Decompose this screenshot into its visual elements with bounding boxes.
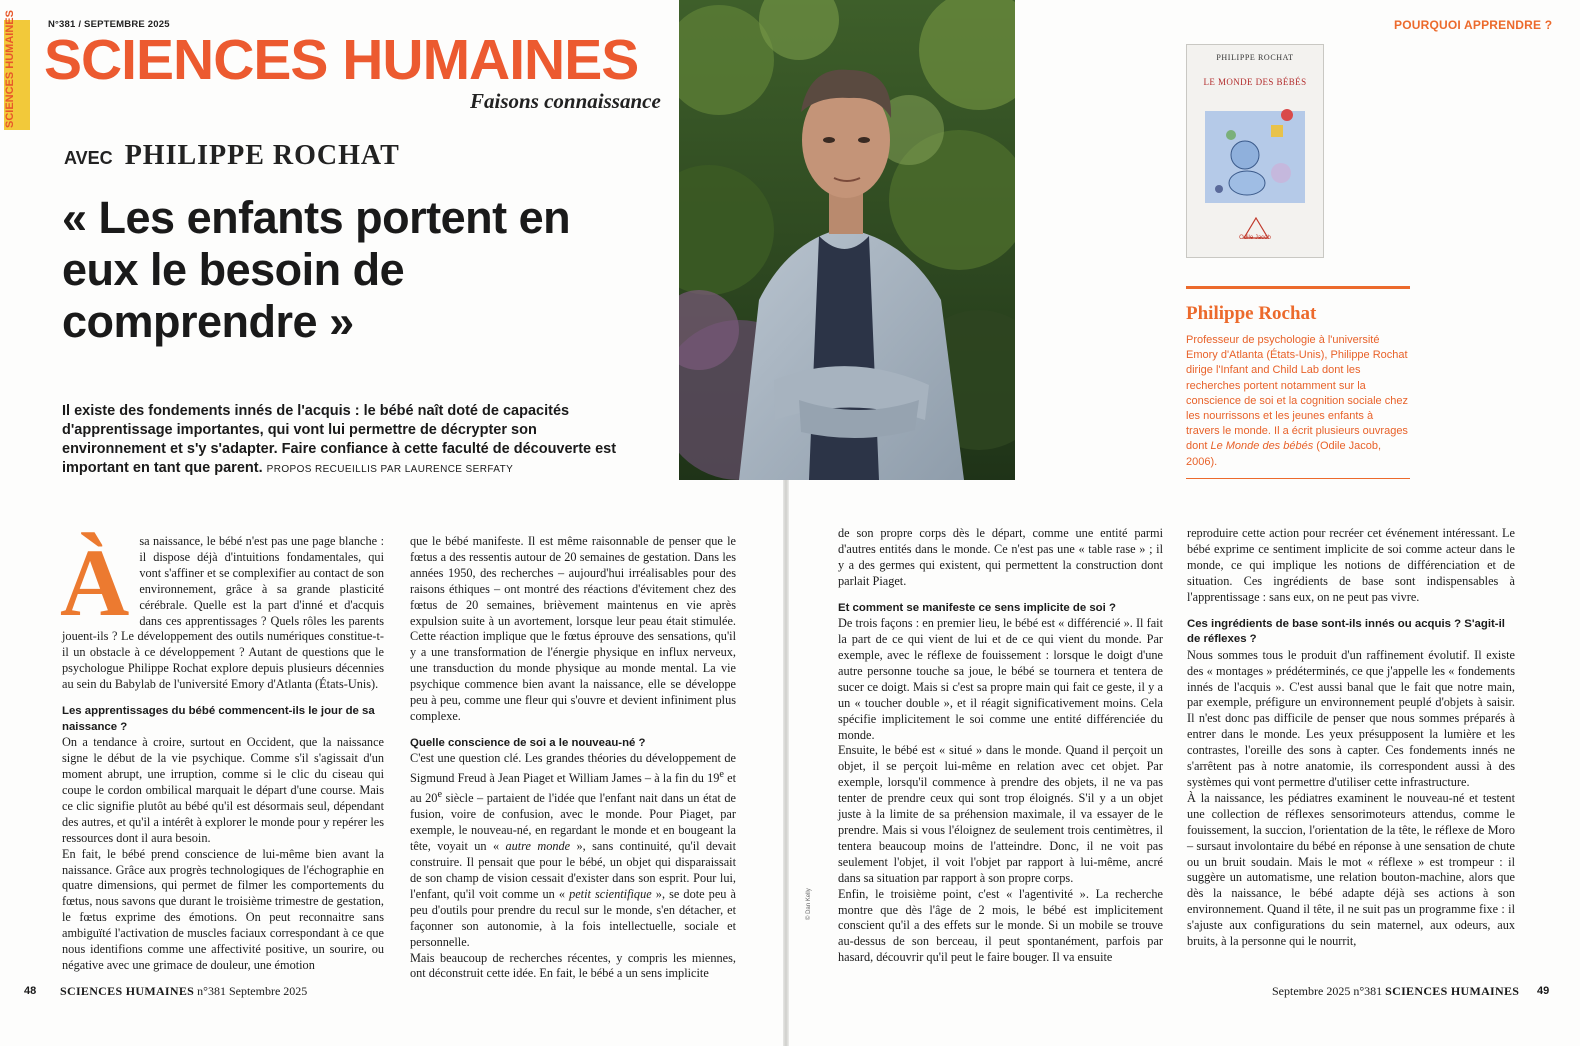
section-kicker: POURQUOI APPRENDRE ? (1394, 18, 1553, 32)
page-number-right: 49 (1537, 985, 1550, 997)
footer-right: Septembre 2025 n°381 SCIENCES HUMAINES (1272, 984, 1520, 998)
book-cover (1186, 44, 1324, 258)
interviewee-name: PHILIPPE ROCHAT (124, 140, 400, 171)
interviewee-heading (64, 140, 400, 172)
question-4: Ces ingrédients de base sont-ils innés ou acquis ? S'agit-il de réflexes ? (1187, 617, 1505, 646)
bio-rule-top (1186, 286, 1410, 289)
paragraph: reproduire cette action pour recréer cet événement intéressant. Le bébé exprime ce sentiment implicite de soi comme acteur dans le monde, ce qui implique les notions de différenciation et de situation. Ces ingrédients de base sont indispensables à l'apprentissage : sans eux, on ne peut pas vivre. (1187, 526, 1515, 604)
portrait-photo (679, 0, 1015, 480)
side-logo: SCIENCES HUMAINES (4, 20, 30, 130)
paragraph: C'est une question clé. Les grandes théories du développement de Sigmund Freud à Jean Piaget et William James – à la fin du 19e et au 20e siècle – partaient de l'idée que l'enfant nait dans un état de fusion, voire de confusion, avec le monde. Pour Piaget, par exemple, le nouveau-né, en regardant le monde et en bougeant la tête, voyait un « autre monde », sans continuité, qu'il devait construire. Il pensait que pour le bébé, un objet qui disparaissait de son champ de vision cessait d'exister dans son esprit. Pour lui, l'enfant, qu'il voit comme un « petit scientifique », se dote peu à peu d'outils pour prendre du recul sur le monde, s'en détacher, et façonner son autonomie, à la fois intellectuelle, sociale et personnelle. (410, 751, 736, 949)
intro-paragraph: sa naissance, le bébé n'est pas une page blanche : il dispose déjà d'intuitions fondamentales, qui vont s'affiner et se complexifier au contact de son environnement, grâce à sa grande plasticité cérébrale. Quelle est la part d'inné et d'acquis dans ces apprentissages ? Quels rôles les parents jouent-ils ? Le développement des outils numériques constitue-t-il un obstacle à ce développement ? Autant de questions que le psychologue Philippe Rochat explore depuis plusieurs décennies au sein du Babylab de l'université Emory d'Atlanta (États-Unis). (62, 534, 384, 692)
paragraph: On a tendance à croire, surtout en Occident, que la naissance signe le début de la vie psychique. Comme s'il s'agissait d'un moment abrupt, une irruption, comme si le clic du ciseau qui coupe le cordon ombilical marquait le départ d'une course. Mais ce clic signifie plutôt au bébé qu'il est désormais seul, dépendant des autres, et qu'il a intérêt à explorer le monde pour y repérer les ressources dont il aura besoin. (62, 735, 384, 845)
bio-text: Professeur de psychologie à l'université Emory d'Atlanta (États-Unis), Philippe Rochat dirige l'Infant and Child Lab dont les recherches portent notamment sur la conscience de soi et la cognition sociale chez les nourrissons et les jeunes enfants à travers le monde. Il a écrit plusieurs ouvrages dont Le Monde des bébés (Odile Jacob, 2006). (1186, 334, 1408, 468)
issue-label: N°381 / SEPTEMBRE 2025 (48, 19, 170, 30)
page-number-left: 48 (24, 985, 37, 997)
book-title: LE MONDE DES BÉBÉS (1203, 77, 1307, 87)
dropcap: À (60, 529, 130, 636)
avec-label: AVEC (64, 148, 113, 168)
bio-rule-bottom (1186, 478, 1410, 479)
headline: « Les enfants portent en eux le besoin de comprendre » (62, 192, 571, 347)
byline: PROPOS RECUEILLIS PAR LAURENCE SERFATY (266, 464, 514, 475)
paragraph: que le bébé manifeste. Il est même raisonnable de penser que le fœtus a des ressentis autour de 20 semaines de gestation. Dans les années 1950, des recherches – aujourd'hui irréalisables pour des raisons éthiques – ont montré des réactions d'évitement chez des fœtus de 20 semaines, brièvement maintenus en vie après expulsion suite à un avortement, lorsque leur peau était stimulée. Cette réaction implique que le fœtus éprouve des sensations, qu'il y a une transformation de l'énergie physique en influx nerveux, une transduction du monde physique au monde mental. La vie psychique commence bien avant la naissance, elle se développe peu à peu, comme une fleur qui s'ouvre et devient infiniment plus complexe. (410, 534, 736, 723)
paragraph: Mais beaucoup de recherches récentes, y compris les miennes, ont déconstruit cette idée. En fait, le bébé a un sens implicite (410, 950, 736, 981)
paragraph: En fait, le bébé prend conscience de lui-même bien avant la naissance. Grâce aux progrès technologiques de l'échographie en quatre dimensions, qui permet de filmer les comportements du fœtus, nous savons que durant le troisième trimestre de gestation, le fœtus exprime des émotions. On peut reconnaitre sans ambiguïté l'activation de muscles faciaux correspondant à ce que nous identifions comme une affectivité positive, un sourire, ou négative avec une grimace de douleur, une émotion (62, 846, 384, 972)
masthead-tagline: Faisons connaissance (470, 89, 661, 113)
masthead-title: SCIENCES HUMAINES (44, 28, 639, 92)
paragraph: de son propre corps dès le départ, comme une entité parmi d'autres entités dans le monde. Ce n'est pas une « table rase » ; il y a des germes qui existent, qui permettent la construction dont parlait Piaget. (838, 526, 1163, 588)
photo-credit: © Dan Kelly (806, 888, 812, 920)
book-author: PHILIPPE ROCHAT (1216, 53, 1294, 62)
footer-left: SCIENCES HUMAINES n°381 Septembre 2025 (60, 984, 308, 998)
paragraph: Ensuite, le bébé est « situé » dans le monde. Quand il perçoit un objet, il se perçoit lui-même en relation avec cet objet. Par exemple, lorsqu'il commence à prendre des objets, il ne va pas tenter de prendre ceux qui sont trop éloignés. S'il y a un objet juste à la limite de sa préhension maximale, il va essayer de le prendre. Mais si vous l'éloignez de seulement trois centimètres, il tentera beaucoup moins de l'atteindre. Donc, il ne voit pas seulement l'objet, il voit l'objet par rapport à lui-même, ancré dans sa situation par rapport à son propre corps. (838, 743, 1163, 885)
book-publisher: Odile Jacob (1239, 235, 1271, 241)
bio-name: Philippe Rochat (1186, 303, 1317, 324)
book-illustration (1201, 97, 1311, 217)
question-1: Les apprentissages du bébé commencent-ils le jour de sa naissance ? (62, 705, 375, 733)
standfirst-text: Il existe des fondements innés de l'acquis : le bébé naît doté de capacités d'apprentissage importantes, qui vont lui permettre de décrypter son environnement et s'y s'adapter. Faire confiance à cette faculté de découverte est important en tant que parent. (62, 403, 617, 476)
paragraph: Nous sommes tous le produit d'un raffinement évolutif. Il existe des « montages » prédéterminés, ce que j'appelle les « fondements innés de l'acquis ». C'est aussi banal que le fait que notre main, par exemple, préfigure un environnement peuplé d'objets à saisir. Il n'est donc pas difficile de penser que nous sommes préparés à entrer dans le monde. Les yeux présupposent la lumière et les contrastes, l'oreille des sons à capter. Ces fondements innés ne s'arrêtent pas à notre anatomie, ils correspondent aussi à des systèmes qui vont permettre d'utiliser cette infrastructure. (1187, 647, 1515, 789)
question-2: Quelle conscience de soi a le nouveau-né ? (410, 736, 646, 749)
article-column-3 (838, 526, 1163, 966)
paragraph: De trois façons : en premier lieu, le bébé est « différencié ». Il fait la part de ce qui vient de lui et de ce qui vient du monde. Par exemple, avec le réflexe de fouissement : lorsque le doigt d'une autre personne touche sa joue, le bébé se tournera et tentera de sucer ce doigt. Mais si c'est sa propre main qui fait ce geste, il y a un « toucher double », et il réagit significativement moins. Cela spécifie implicitement le soi comme une entité différenciée du monde. (838, 616, 1163, 742)
article-column-1 (60, 529, 384, 974)
article-column-2 (410, 534, 736, 982)
paragraph: À la naissance, les pédiatres examinent le nouveau-né et testent une collection de réflexes sensorimoteurs attendus, comme le fouissement, la succion, l'orientation de la tête, le réflexe de Moro – sursaut involontaire du bébé en réponse à une sensation de chute ou un bruit soudain. Mais le mot « réflexe » est trompeur : il suggère un automatisme, une relation bouton-machine, alors que dès la naissance, le bébé adapte déjà ses actions à son environnement. Quand il tête, il ne suit pas un programme fixe : il s'ajuste aux configurations du sein maternel, aux odeurs, aux bruits, à la personne qui le nourrit, (1187, 790, 1515, 949)
paragraph: Enfin, le troisième point, c'est « l'agentivité ». La recherche montre que dès l'âge de 2 mois, le bébé est implicitement conscient qu'il a des effets sur le monde. Si un mobile se trouve au-dessus de son berceau, il peut spontanément, parfois par hasard, découvrir qu'il peut le faire bouger. Il va ensuite (838, 886, 1163, 965)
question-3: Et comment se manifeste ce sens implicite de soi ? (838, 601, 1116, 614)
standfirst (62, 402, 622, 479)
article-column-4 (1187, 526, 1515, 950)
